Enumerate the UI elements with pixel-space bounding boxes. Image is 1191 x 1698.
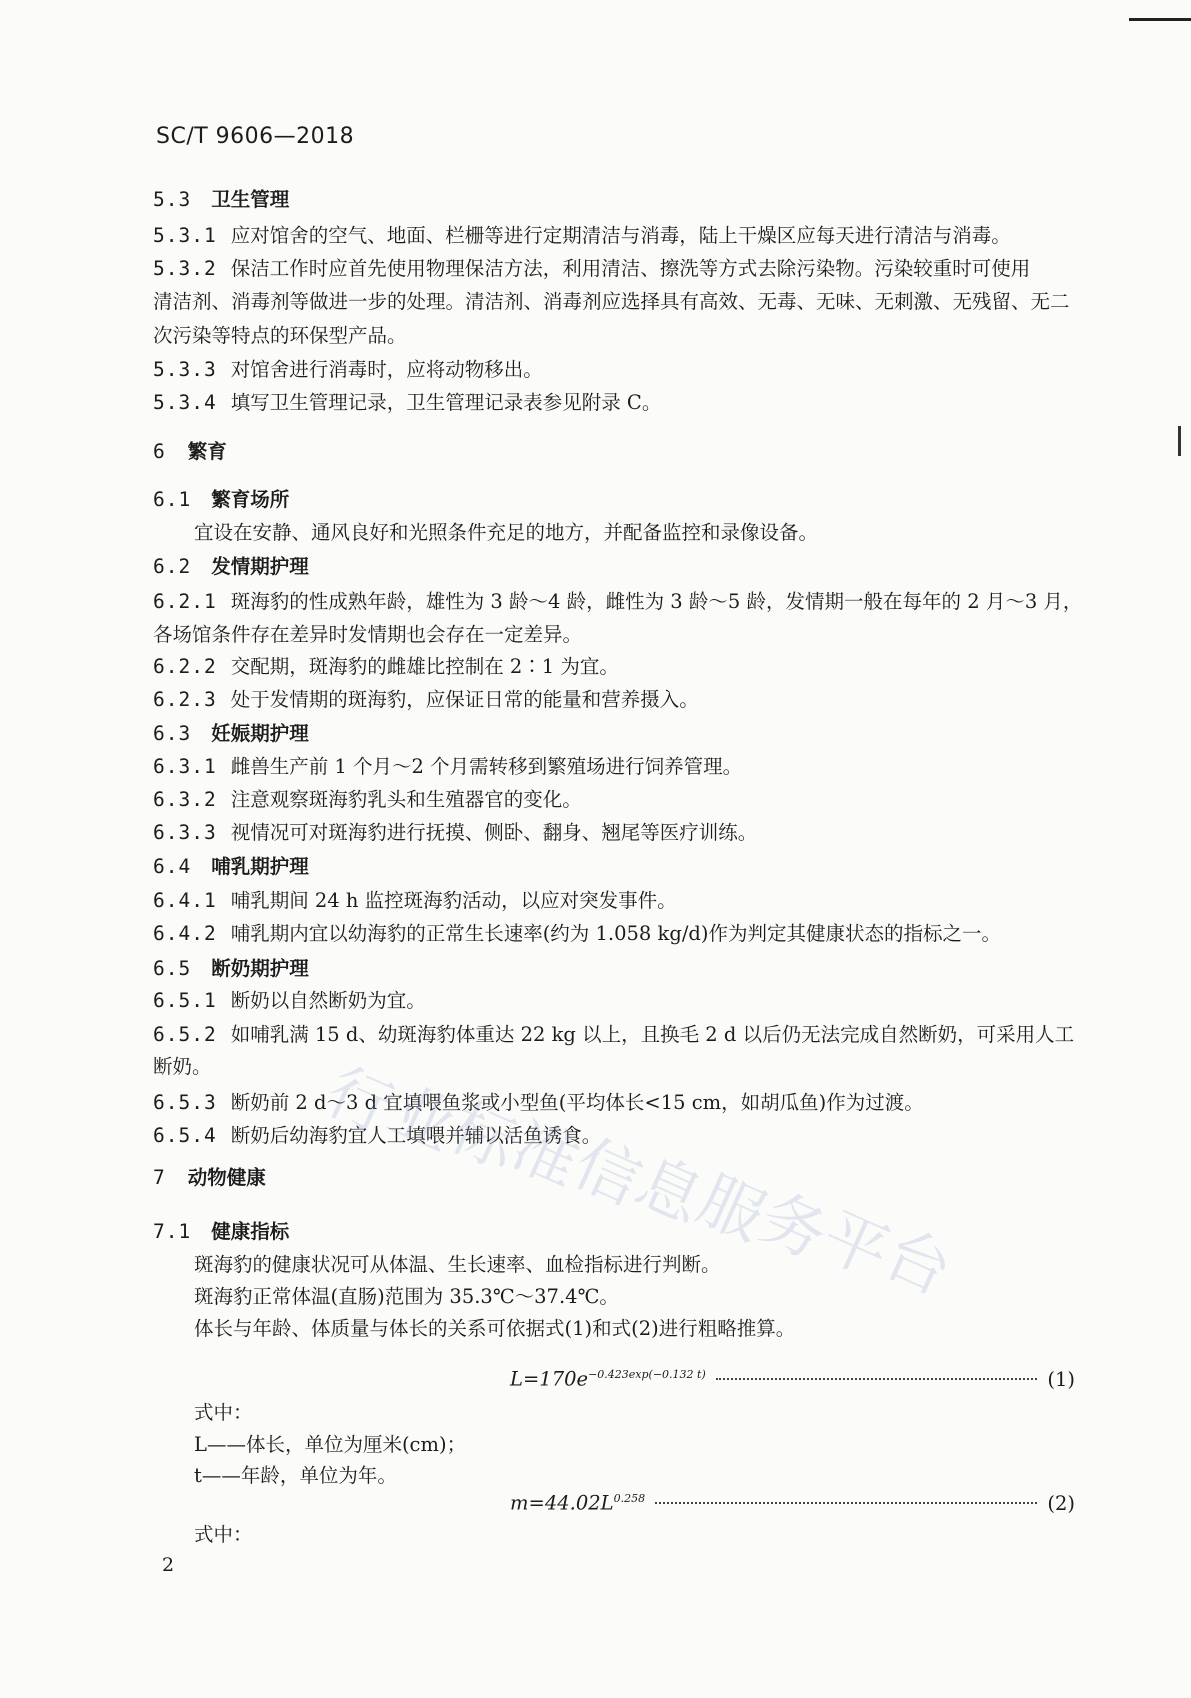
clause-number: 5.3.3 <box>153 358 217 381</box>
paragraph-line <box>153 1089 1078 1117</box>
standard-code-header: SC/T 9606—2018 <box>156 124 355 149</box>
clause-number: 6.5.2 <box>153 1023 217 1046</box>
paragraph-line <box>153 255 1078 283</box>
watermark-char: 息 <box>625 1144 714 1239</box>
clause-text: 清洁剂、消毒剂等做进一步的处理。清洁剂、消毒剂应选择具有高效、无毒、无味、无刺激、无残留、无二 <box>153 290 1070 313</box>
clause-number: 5.3.2 <box>153 257 217 280</box>
section-heading <box>153 438 1078 466</box>
watermark-char: 平 <box>811 1198 900 1293</box>
clause-text: 断奶。 <box>153 1055 212 1078</box>
formula-2 <box>510 1485 1075 1518</box>
clause-text: 断奶期护理 <box>211 957 309 980</box>
paragraph-line <box>153 987 1078 1015</box>
paragraph-line <box>153 389 1078 417</box>
clause-number: 6.5 <box>153 957 192 980</box>
clause-text: 斑海豹正常体温(直肠)范围为 35.3℃～37.4℃。 <box>194 1285 619 1308</box>
clause-text: 对馆舍进行消毒时，应将动物移出。 <box>230 358 543 381</box>
paragraph-line <box>153 819 1078 847</box>
paragraph-line <box>153 786 1078 814</box>
clause-number: 6.3.2 <box>153 788 217 811</box>
clause-number: 6 <box>153 440 166 463</box>
paragraph-line <box>153 753 1078 781</box>
clause-text: 哺乳期间 24 h 监控斑海豹活动，以应对突发事件。 <box>230 889 677 912</box>
formula-2-base: m=44.02L <box>510 1491 614 1515</box>
clause-number: 6.1 <box>153 488 192 511</box>
paragraph-line <box>153 1122 1078 1150</box>
paragraph-line <box>153 356 1078 384</box>
clause-text: 断奶后幼海豹宜人工填喂并辅以活鱼诱食。 <box>230 1124 602 1147</box>
paragraph-line <box>153 621 1078 649</box>
clause-text: 斑海豹的健康状况可从体温、生长速率、血检指标进行判断。 <box>194 1253 721 1276</box>
page-number: 2 <box>162 1554 175 1576</box>
subsection-heading <box>153 1218 1078 1246</box>
subsection-heading <box>153 720 1078 748</box>
watermark-char: 准 <box>501 1108 590 1203</box>
where-label-2: 式中： <box>194 1523 253 1546</box>
clause-text: 视情况可对斑海豹进行抚摸、侧卧、翻身、翘尾等医疗训练。 <box>230 821 758 844</box>
clause-text: 次污染等特点的环保型产品。 <box>153 324 407 347</box>
paragraph-line <box>153 222 1078 250</box>
clause-text: 保洁工作时应首先使用物理保洁方法，利用清洁、擦洗等方式去除污染物。污染较重时可使用 <box>230 257 1031 280</box>
variable-L-definition: L——体长，单位为厘米(cm)； <box>194 1433 467 1456</box>
clause-number: 6.5.1 <box>153 989 217 1012</box>
clause-text: 断奶以自然断奶为宜。 <box>230 989 426 1012</box>
clause-text: 处于发情期的斑海豹，应保证日常的能量和营养摄入。 <box>230 688 699 711</box>
leader-dots <box>655 1502 1037 1504</box>
leader-dots <box>716 1378 1038 1380</box>
watermark-char: 信 <box>563 1126 652 1221</box>
paragraph-line <box>153 588 1083 616</box>
clause-number: 6.4.2 <box>153 922 217 945</box>
watermark-char: 业 <box>377 1072 466 1167</box>
scan-border-mark <box>1129 0 1191 21</box>
clause-number: 7.1 <box>153 1220 192 1243</box>
watermark-char: 服 <box>687 1162 776 1257</box>
clause-number: 5.3.1 <box>153 224 217 247</box>
formula-1-exponent: −0.423exp(−0.132 t) <box>588 1368 706 1381</box>
clause-text: 各场馆条件存在差异时发情期也会存在一定差异。 <box>153 623 583 646</box>
clause-text: 繁育 <box>187 440 227 463</box>
clause-number: 6.5.3 <box>153 1091 217 1114</box>
watermark-char: 务 <box>749 1180 838 1275</box>
clause-text: 填写卫生管理记录，卫生管理记录表参见附录 C。 <box>230 391 662 414</box>
formula-1 <box>510 1361 1075 1394</box>
clause-text: 应对馆舍的空气、地面、栏栅等进行定期清洁与消毒，陆上干燥区应每天进行清洁与消毒。 <box>230 224 1011 247</box>
watermark-char: 行 <box>315 1054 404 1149</box>
paragraph-line <box>153 1053 1078 1081</box>
paragraph-line <box>153 288 1078 316</box>
scan-edge-mark <box>1178 426 1181 456</box>
watermark-char: 台 <box>873 1216 962 1311</box>
watermark-char: 标 <box>439 1090 528 1185</box>
clause-text: 雌兽生产前 1 个月～2 个月需转移到繁殖场进行饲养管理。 <box>230 755 743 778</box>
clause-number: 6.2.1 <box>153 590 217 613</box>
clause-text: 注意观察斑海豹乳头和生殖器官的变化。 <box>230 788 582 811</box>
clause-number: 6.4.1 <box>153 889 217 912</box>
clause-text: 动物健康 <box>187 1166 266 1189</box>
clause-text: 如哺乳满 15 d、幼斑海豹体重达 22 kg 以上，且换毛 2 d 以后仍无法完成自然断奶，可采用人工 <box>230 1023 1075 1046</box>
clause-number: 6.3 <box>153 722 192 745</box>
clause-text: 哺乳期内宜以幼海豹的正常生长速率(约为 1.058 kg/d)作为判定其健康状态的指标之一。 <box>230 922 1001 945</box>
formula-2-exponent: 0.258 <box>613 1492 646 1505</box>
paragraph-line <box>153 887 1078 915</box>
clause-text: 断奶前 2 d～3 d 宜填喂鱼浆或小型鱼(平均体长<15 cm，如胡瓜鱼)作为过渡。 <box>230 1091 924 1114</box>
clause-number: 6.3.3 <box>153 821 217 844</box>
clause-text: 体长与年龄、体质量与体长的关系可依据式(1)和式(2)进行粗略推算。 <box>194 1317 796 1340</box>
clause-text: 宜设在安静、通风良好和光照条件充足的地方，并配备监控和录像设备。 <box>194 521 819 544</box>
clause-text: 发情期护理 <box>211 555 309 578</box>
paragraph-line <box>153 686 1078 714</box>
paragraph-line <box>153 653 1078 681</box>
clause-text: 健康指标 <box>211 1220 290 1243</box>
clause-text: 斑海豹的性成熟年龄，雄性为 3 龄～4 龄，雌性为 3 龄～5 龄，发情期一般在每年的 2 月～3 月， <box>230 590 1083 613</box>
paragraph-line <box>153 920 1078 948</box>
clause-number: 6.2 <box>153 555 192 578</box>
clause-number: 6.5.4 <box>153 1124 217 1147</box>
clause-text: 妊娠期护理 <box>211 722 309 745</box>
clause-text: 哺乳期护理 <box>211 855 309 878</box>
clause-number: 5.3.4 <box>153 391 217 414</box>
paragraph-line <box>194 1283 1119 1311</box>
paragraph-line <box>153 322 1078 350</box>
formula-2-number: (2) <box>1047 1491 1075 1515</box>
subsection-heading <box>153 955 1078 983</box>
formula-1-number: (1) <box>1047 1367 1075 1391</box>
where-label-1: 式中： <box>194 1401 253 1424</box>
paragraph-line <box>194 519 1119 547</box>
paragraph-line <box>194 1251 1119 1279</box>
clause-number: 6.4 <box>153 855 192 878</box>
formula-1-base: L=170e <box>510 1367 589 1391</box>
variable-t-definition: t——年龄，单位为年。 <box>194 1464 397 1487</box>
subsection-heading <box>153 486 1078 514</box>
clause-number: 5.3 <box>153 188 192 211</box>
clause-text: 繁育场所 <box>211 488 290 511</box>
clause-number: 6.3.1 <box>153 755 217 778</box>
subsection-heading <box>153 553 1078 581</box>
paragraph-line <box>153 1021 1078 1049</box>
clause-text: 卫生管理 <box>211 188 290 211</box>
subsection-heading <box>153 186 1078 214</box>
paragraph-line <box>194 1315 1119 1343</box>
subsection-heading <box>153 853 1078 881</box>
clause-number: 6.2.3 <box>153 688 217 711</box>
clause-text: 交配期，斑海豹的雌雄比控制在 2∶1 为宜。 <box>230 655 619 678</box>
section-heading <box>153 1164 1078 1192</box>
clause-number: 6.2.2 <box>153 655 217 678</box>
clause-number: 7 <box>153 1166 166 1189</box>
